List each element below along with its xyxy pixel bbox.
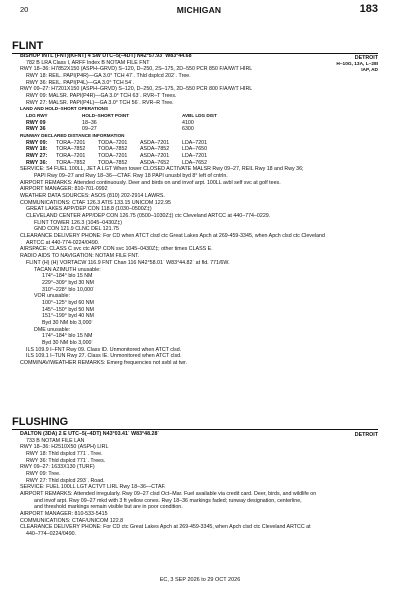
header-left-number: 20: [20, 5, 29, 14]
rddi-cell: ASDA–7652: [140, 159, 170, 166]
runway-end-line: RWY 27: Thld dsplcd 293´. Road.: [26, 477, 105, 484]
navaid-restriction: 145°–150° byd 50 NM: [42, 306, 94, 313]
runway-end-line: RWY 09: MALSR. PAPI(P4R)—GA 3.0° TCH 63´. RVR–T Trees.: [26, 93, 177, 100]
rddi-cell: TORA–7201: [56, 153, 86, 160]
flushing-airport-entry: [20, 431, 365, 538]
rddi-row: [20, 140, 365, 147]
flint-airport-entry: [20, 53, 365, 367]
rddi-cell: RWY 27:: [26, 153, 48, 160]
center-approach-control: CLEVELAND CENTER APP/DEP CON 126.75 (0500–1030Z‡) ctc Cleveland ARTCC at 440–774–0229.: [26, 213, 271, 220]
rddi-cell: TODA–7201: [98, 139, 128, 146]
runway-end-line: RWY 36: REIL. PAPI(P4L)—GA 3.0° TCH 54´.: [26, 79, 135, 86]
city-heading-flushing: FLUSHING: [12, 416, 378, 430]
page-footer: EC, 3 SEP 2026 to 29 OCT 2026: [159, 577, 241, 583]
runway-end-line: RWY 18: REIL. PAPI(P4R)—GA 3.0° TCH 47´. Thld dsplcd 202´. Tree.: [26, 73, 191, 80]
city-heading-flint: FLINT: [12, 40, 378, 54]
navaid-restriction: TACAN AZIMUTH unusable:: [34, 266, 101, 273]
runway-end-line: RWY 27: MALSR. PAPI(P4L)—GA 3.0° TCH 56´. RVR–R Tree.: [26, 99, 174, 106]
rddi-cell: LDA–7201: [182, 153, 208, 160]
page-header: [20, 5, 378, 19]
lahso-cell: 6300: [182, 126, 194, 133]
page-number: 183: [359, 3, 378, 15]
rddi-cell: TODA–7201: [98, 153, 128, 160]
rddi-cell: ASDA–7201: [140, 153, 170, 160]
rddi-cell: LDA–7201: [182, 139, 208, 146]
service-line-cont: PAPI Rwy 09–27 and Rwy 18–36—CTAF. Rwy 18 PAPI unusbl byd 8° left of cntrln.: [34, 173, 228, 180]
ils-line: ILS 109.1 I–TUN Rwy 27. Class IE. Unmonitored when ATCT clsd.: [26, 353, 182, 360]
navaid-restriction: 310°–228° blo 10,000´: [42, 286, 95, 293]
airport-remarks: AIRPORT REMARKS: Attended irregularly. Rwy 09–27 clsd Oct–Mar. Fuel available via credit card. Deer, birds, and wildlife on: [20, 491, 317, 498]
lahso-row: [20, 120, 365, 127]
lahso-cell: RWY 36: [26, 126, 46, 133]
runway-line: RWY 18–36: H7852X150 (ASPH–GRVD) S–120, D–250, 2S–175, 2D–550 PCR 850 F/A/W/T HIRL: [20, 66, 253, 73]
runway-line: RWY 18–36: H2510X50 (ASPH) LIRL: [20, 444, 109, 451]
navaid-restriction: 174°–184° blo 15 NM: [42, 273, 93, 280]
rddi-row: [20, 160, 365, 167]
comm-nav-weather-remarks: COMM/NAV/WEATHER REMARKS: Emerg frequencies not avbl at twr.: [20, 359, 187, 366]
flushing-region: DETROIT: [354, 432, 378, 438]
airport-id-line: DALTON (3DA) 2 E UTC–5(–4DT) N43°03.41´ W83°48.28´: [20, 431, 160, 437]
rddi-row: [20, 146, 365, 153]
navaid-restriction: 100°–125° byd 60 NM: [42, 299, 94, 306]
communications: COMMUNICATIONS: CTAF/UNICOM 122.8: [20, 517, 124, 524]
rddi-cell: ASDA–7201: [140, 139, 170, 146]
approach-control: GREAT LAKES APP/DEP CON 118.8 (1030–0500Z‡): [26, 206, 152, 213]
lahso-col-avbl: AVBL LDG DIST: [182, 113, 217, 119]
lahso-heading: LAND AND HOLD–SHORT OPERATIONS: [20, 106, 109, 112]
runway-end-line: RWY 18: Thld dsplcd 771´. Tree.: [26, 451, 103, 458]
navaid-restriction: Byd 30 NM blo 3,000´: [42, 339, 94, 346]
rddi-cell: RWY 36:: [26, 159, 48, 166]
airport-info-line: 782 B LRA Class I, ARFF Index B NOTAM FILE FNT: [26, 59, 150, 66]
navaid-restriction: Byd 30 NM blo 3,000´: [42, 319, 94, 326]
clearance-delivery-cont: 440–774–0224/0490.: [26, 531, 77, 538]
runway-line: RWY 09–27: H7201X150 (ASPH–GRVD) S–120, D–250, 2S–175, 2D–550 PCR 800 F/A/W/T HIRL: [20, 86, 253, 93]
service-line: SERVICE: S4 FUEL 100LL, JET A LGT When tower CLOSED ACTIVATE MALSR Rwy 09–27, REIL Rwy 18 and Rwy 36;: [20, 166, 304, 173]
airspace: AIRSPACE: CLASS C svc ctc APP CON svc 1045–0430Z‡; other times CLASS E.: [20, 246, 213, 253]
rddi-cell: RWY 18:: [26, 146, 48, 153]
airport-remarks-cont: and invof arpt. Rwy 09–27 mkd with 3 ft yellow cones. Rwy 18–36 markings faded; runway designation, centerline,: [34, 497, 302, 504]
navaid-restriction: DME unusable:: [34, 326, 71, 333]
weather-data-sources: WEATHER DATA SOURCES: ASOS (810) 202-2914 LAWRS.: [20, 193, 165, 200]
airport-info-line: 733 B NOTAM FILE LAN: [26, 437, 85, 444]
rddi-cell: TORA–7852: [56, 146, 86, 153]
rddi-row: [20, 153, 365, 160]
clearance-delivery-phone: CLEARANCE DELIVERY PHONE: For CD ctc Great Lakes Apch at 269-459-3345, when Apch clsd ctc Cleveland ARTCC at: [20, 524, 311, 531]
header-state: MICHIGAN: [176, 5, 222, 15]
navaid-restriction: 229°–309° byd 30 NM: [42, 279, 94, 286]
runway-end-line: RWY 09: Tree.: [26, 471, 61, 478]
lahso-header-row: [20, 113, 365, 120]
airport-manager: AIRPORT MANAGER: 810-701-0992: [20, 186, 108, 193]
rddi-cell: TORA–7852: [56, 159, 86, 166]
rddi-cell: ASDA–7852: [140, 146, 170, 153]
airport-remarks-cont: and threshold markings remain visible but are in poor condition.: [34, 504, 183, 511]
rddi-cell: TODA–7852: [98, 159, 128, 166]
flint-chart-refs: H–10G, 13A, L–28I IAP, AD: [336, 62, 378, 73]
lahso-cell: 09–27: [82, 126, 97, 133]
lahso-cell: RWY 09: [26, 119, 46, 126]
runway-end-line: RWY 36: Thld dsplcd 771´. Trees.: [26, 457, 106, 464]
navaid-restriction: VOR unusable:: [34, 293, 70, 300]
rddi-cell: LDA–7652: [182, 159, 208, 166]
rddi-cell: LDA–7650: [182, 146, 208, 153]
navaid-restriction: 174°–184° blo 15 NM: [42, 333, 93, 340]
rddi-heading: RUNWAY DECLARED DISTANCE INFORMATION: [20, 133, 125, 139]
airport-remarks: AIRPORT REMARKS: Attended continuously. Deer and birds on and invof arpt. 100LL avbl self svc at golf tees.: [20, 179, 281, 186]
vortac-line: FLINT (H) (H) VORTACW 116.9 FNT Chan 116 N42°58.01´ W83°44.82´ at fld. 771/6W.: [26, 259, 230, 266]
radio-aids-heading: RADIO AIDS TO NAVIGATION: NOTAM FILE FNT.: [20, 253, 140, 260]
rddi-cell: RWY 09:: [26, 139, 48, 146]
tower-frequency: FLINT TOWER 126.3 (1045–0430Z‡): [34, 219, 123, 226]
clearance-delivery-phone: CLEARANCE DELIVERY PHONE: For CD when ATCT clsd ctc Great Lakes Apch at 269-459-3345, when Apch clsd ctc Cleveland: [20, 233, 325, 240]
airport-manager: AIRPORT MANAGER: 810-533-5415: [20, 511, 108, 518]
rddi-cell: TORA–7201: [56, 139, 86, 146]
lahso-cell: 4100: [182, 119, 194, 126]
lahso-cell: 18–36: [82, 119, 97, 126]
lahso-col-ldg-rwy: LDG RWY: [26, 113, 48, 119]
lahso-row: [20, 126, 365, 133]
flint-region: DETROIT: [354, 55, 378, 61]
clearance-delivery-cont: ARTCC at 440-774-0224/0490.: [26, 239, 100, 246]
rddi-cell: TODA–7852: [98, 146, 128, 153]
lahso-col-hold-short: HOLD–SHORT POINT: [82, 113, 129, 119]
airport-id-line: BISHOP INTL (FNT)(KFNT) 4 SW UTC–5(–4DT) N42°57.93´ W83°44.68´: [20, 53, 194, 59]
ground-frequency: GND CON 121.9 CLNC DEL 121.75: [34, 226, 119, 233]
service-line: SERVICE: FUEL 100LL LGT ACTVT LIRL Rwy 18–36—CTAF.: [20, 484, 166, 491]
communications: COMMUNICATIONS: CTAF 126.3 ATIS 133.15 UNICOM 122.95: [20, 199, 172, 206]
navaid-restriction: 151°–199° byd 40 NM: [42, 313, 94, 320]
ils-line: ILS 109.9 I–FNT Rwy 09. Class ID. Unmonitored when ATCT clsd.: [26, 346, 182, 353]
runway-line: RWY 09–27: 1633X130 (TURF): [20, 464, 95, 471]
